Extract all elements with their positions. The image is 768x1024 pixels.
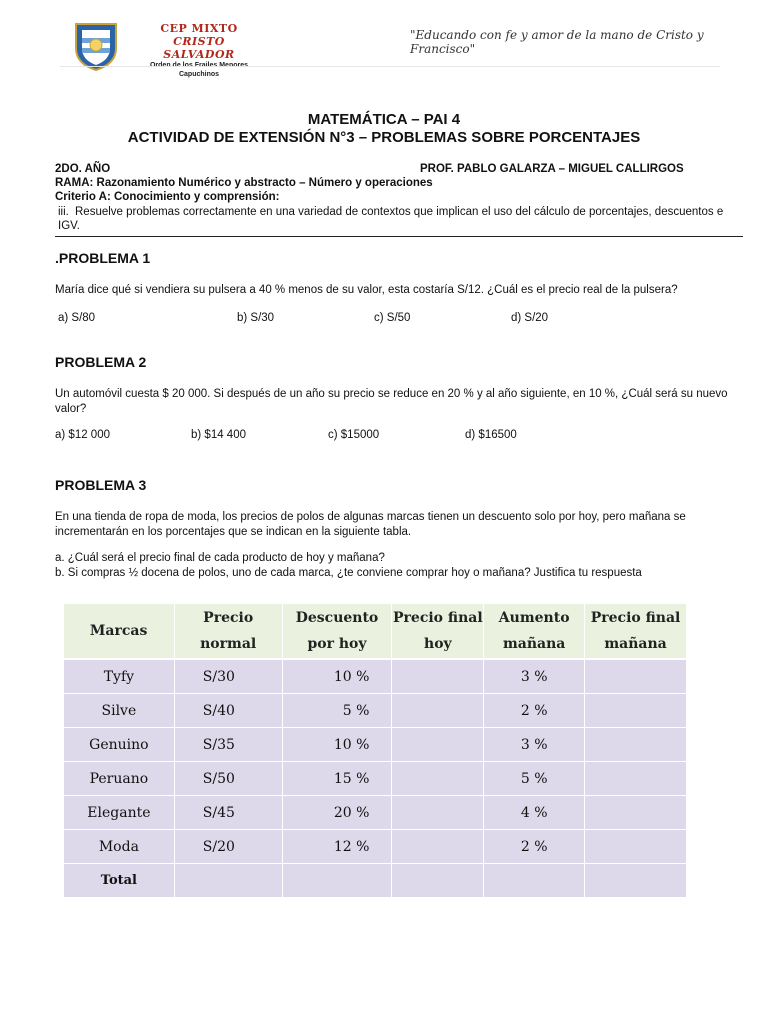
- cell-aumento: 2 %: [484, 830, 585, 864]
- cell-descuento: 12 %: [282, 830, 392, 864]
- cell-final-manana: [585, 728, 687, 762]
- cell-precio: S/40: [174, 694, 282, 728]
- professors-label: PROF. PABLO GALARZA – MIGUEL CALLIRGOS: [420, 163, 684, 175]
- problem1-text: María dice qué si vendiera su pulsera a 40 % menos de su valor, esta costaría S/12. ¿Cuál es el precio real de la pulsera?: [55, 284, 678, 296]
- problem2-option-a: a) $12 000: [55, 429, 110, 441]
- header-aumento-line1: Aumento: [498, 610, 570, 626]
- problem1-option-a: a) S/80: [58, 312, 96, 324]
- school-name-line2: CRISTO SALVADOR: [163, 35, 235, 61]
- cell-final-manana: [585, 830, 687, 864]
- letterhead: [60, 14, 720, 78]
- cell-descuento: 5 %: [282, 694, 392, 728]
- header-final-manana-line2: mañana: [604, 636, 667, 652]
- cell-descuento: 20 %: [282, 796, 392, 830]
- cell-total-empty: [392, 864, 484, 898]
- problem2-option-d: d) $16500: [465, 429, 517, 441]
- problem3-question-a: a. ¿Cuál será el precio final de cada producto de hoy y mañana?: [55, 552, 385, 564]
- header-descuento-line2: por hoy: [307, 636, 367, 652]
- cell-aumento: 5 %: [484, 762, 585, 796]
- header-final-hoy-line2: hoy: [424, 636, 452, 652]
- cell-precio: S/35: [174, 728, 282, 762]
- header-descuento-line1: Descuento: [295, 610, 379, 626]
- cell-final-manana: [585, 659, 687, 694]
- school-motto: "Educando con fe y amor de la mano de Cristo y Francisco": [410, 28, 704, 56]
- cell-marca: Peruano: [64, 762, 175, 796]
- cell-final-manana: [585, 694, 687, 728]
- criterion-item-text: Resuelve problemas correctamente en una variedad de contextos que implican el uso del cálculo de porcentajes, descuentos e IGV.: [58, 206, 724, 232]
- cell-marca: Genuino: [64, 728, 175, 762]
- school-name: [138, 22, 260, 79]
- criterion-item: [58, 205, 738, 233]
- header-marcas: [64, 604, 175, 659]
- section-divider: [55, 236, 743, 237]
- problem3-text: En una tienda de ropa de moda, los precios de polos de algunas marcas tienen un descuento solo por hoy, pero mañana se incrementarán en los porcentajes que se indican en la siguiente tabla.: [55, 511, 686, 538]
- cell-total-empty: [484, 864, 585, 898]
- school-order: Capuchinos: [178, 71, 220, 78]
- cell-final-hoy: [392, 728, 484, 762]
- table-row: [64, 830, 687, 864]
- cell-total-label: Total: [64, 864, 175, 898]
- letterhead-divider: [60, 66, 720, 67]
- problem3-question-b: b. Si compras ½ docena de polos, uno de cada marca, ¿te conviene comprar hoy o mañana? Justifica tu respuesta: [55, 567, 642, 579]
- school-name-line1: CEP MIXTO: [160, 22, 238, 35]
- cell-final-hoy: [392, 762, 484, 796]
- cell-precio: S/45: [174, 796, 282, 830]
- cell-marca: Silve: [64, 694, 175, 728]
- header-final-hoy: [392, 604, 484, 659]
- cell-precio: S/50: [174, 762, 282, 796]
- problem3-title: PROBLEMA 3: [55, 477, 147, 493]
- table-total-row: [64, 864, 687, 898]
- cell-precio: S/30: [174, 659, 282, 694]
- header-final-manana-line1: Precio final: [590, 610, 681, 626]
- page-subtitle: ACTIVIDAD DE EXTENSIÓN N°3 – PROBLEMAS SOBRE PORCENTAJES: [127, 129, 641, 146]
- cell-descuento: 10 %: [282, 659, 392, 694]
- branch-label: RAMA: Razonamiento Numérico y abstracto – Número y operaciones: [55, 177, 433, 189]
- cell-aumento: 4 %: [484, 796, 585, 830]
- cell-marca: Moda: [64, 830, 175, 864]
- page-title: MATEMÁTICA – PAI 4: [307, 111, 461, 128]
- header-precio-normal: [174, 604, 282, 659]
- problem2-option-c: c) $15000: [328, 429, 380, 441]
- header-marcas-text: Marcas: [89, 623, 148, 639]
- cell-total-empty: [585, 864, 687, 898]
- cell-total-empty: [174, 864, 282, 898]
- cell-final-hoy: [392, 659, 484, 694]
- header-precio-normal-line2: normal: [200, 636, 257, 652]
- problem1-option-c: c) S/50: [374, 312, 411, 324]
- cell-final-manana: [585, 762, 687, 796]
- cell-total-empty: [282, 864, 392, 898]
- cell-final-manana: [585, 796, 687, 830]
- school-shield-logo: [74, 20, 118, 72]
- problem1-title: .PROBLEMA 1: [55, 250, 151, 266]
- cell-precio: S/20: [174, 830, 282, 864]
- cell-marca: Elegante: [64, 796, 175, 830]
- cell-descuento: 15 %: [282, 762, 392, 796]
- table-row: [64, 694, 687, 728]
- cell-final-hoy: [392, 830, 484, 864]
- header-final-manana: [585, 604, 687, 659]
- table-row: [64, 728, 687, 762]
- header-aumento: [484, 604, 585, 659]
- problem2-title: PROBLEMA 2: [55, 354, 147, 370]
- table-header-row: [64, 604, 687, 659]
- header-descuento: [282, 604, 392, 659]
- problem2-text: Un automóvil cuesta $ 20 000. Si después de un año su precio se reduce en 20 % y al año siguiente, en 10 %, ¿Cuál será su nuevo valor?: [55, 388, 728, 415]
- problem1-option-b: b) S/30: [237, 312, 275, 324]
- cell-marca: Tyfy: [64, 659, 175, 694]
- criterion-label: Criterio A: Conocimiento y comprensión:: [55, 191, 280, 203]
- discount-table: [63, 604, 687, 898]
- problem1-option-d: d) S/20: [511, 312, 549, 324]
- header-precio-normal-line1: Precio: [203, 610, 254, 626]
- cell-descuento: 10 %: [282, 728, 392, 762]
- criterion-item-number: iii.: [58, 206, 69, 218]
- grade-label: 2DO. AÑO: [55, 163, 111, 175]
- cell-final-hoy: [392, 694, 484, 728]
- table-row: [64, 796, 687, 830]
- cell-aumento: 2 %: [484, 694, 585, 728]
- header-aumento-line2: mañana: [502, 636, 566, 652]
- problem2-option-b: b) $14 400: [191, 429, 246, 441]
- table-row: [64, 659, 687, 694]
- table-row: [64, 762, 687, 796]
- cell-aumento: 3 %: [484, 728, 585, 762]
- cell-final-hoy: [392, 796, 484, 830]
- cell-aumento: 3 %: [484, 659, 585, 694]
- header-final-hoy-line1: Precio final: [393, 610, 483, 626]
